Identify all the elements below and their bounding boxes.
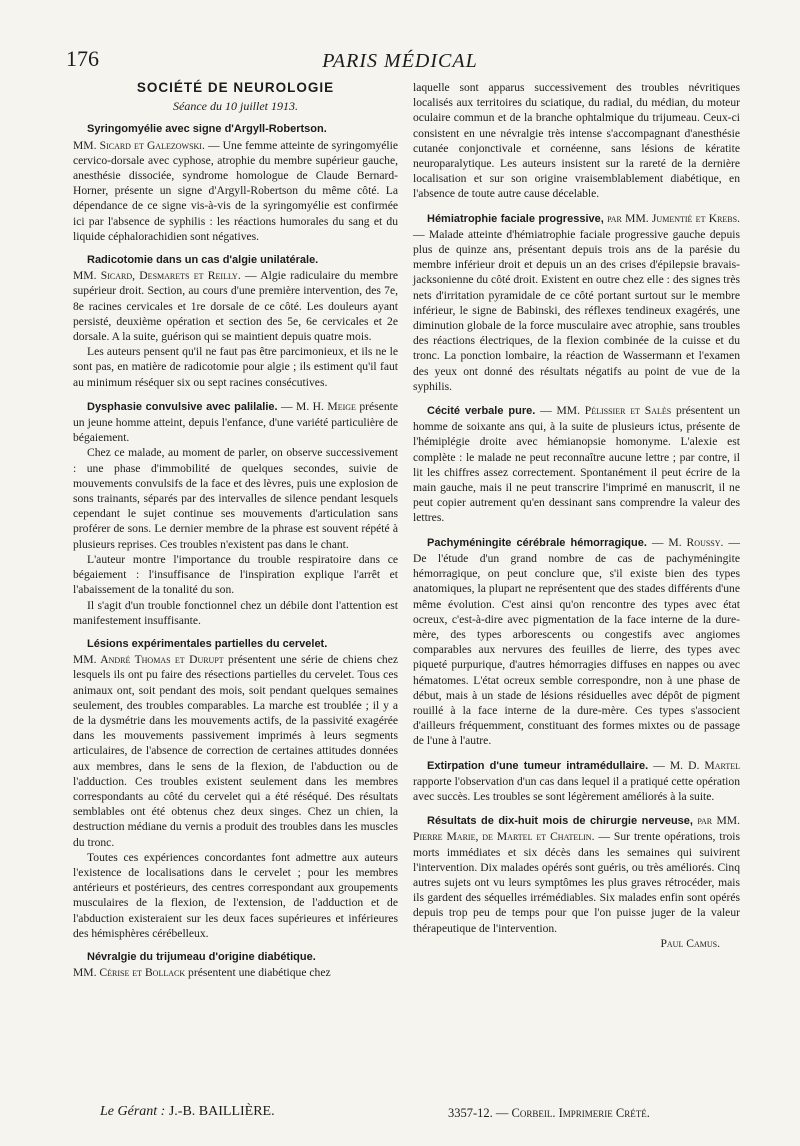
article-continuation xyxy=(413,80,740,202)
signature: Paul Camus. xyxy=(660,936,720,950)
gerant-label: Le Gérant : xyxy=(100,1104,166,1119)
article-authors: MM. Cérise et Bollack xyxy=(73,966,186,980)
article-title: Radicotomie dans un cas d'algie unilatérale. xyxy=(87,254,319,267)
article-authors: — M. D. Martel xyxy=(653,758,740,772)
article-authors: M. H. Meige xyxy=(296,399,356,413)
article-authors: MM. Sicard et Galezowski. xyxy=(73,138,205,152)
article-paragraph: — De l'étude d'un grand nombre de cas de pachyméningite hémorragique, on peut conclure que, s'il existe bien des types anatomiques, la plupart ne représentent que des stades différents d'une même évolution. C'est ainsi qu'on rencontre des types avec état ocreux, c'est-à-dire avec pigmentation de la face interne de la dure-mère, des types arborescents ou congestifs avec angiomes comparables aux nervures des feuilles de lierre, des types avec piqueté purpurique, d'autres hémorragies diffuses en nappes ou avec hématomes. L'état ocreux semble correspondre, non à une phase de début, mais à un stade de lésions résiduelles avec dépôt de pigment rouillé à la face interne de la dure-mère. Ces types s'associent d'ailleurs fréquemment, constituant des formes mixtes ou de passage de l'une à l'autre. xyxy=(413,535,740,748)
article-cecite xyxy=(413,403,740,526)
article-paragraph: — Malade atteinte d'hémiatrophie faciale progressive gauche depuis plus de quinze ans, présentant depuis trois ans de la parésie du membre inférieur droit et depuis un an des crises d'épilepsie bravais-jacksonienne du côté droit. Existent en outre chez elle : des signes très nets d'irritation pyramidale de ce côté portant surtout sur le membre inférieur, le signe de Babinski, des réflexes tendineux exagérés, une diminution globale de la force musculaire avec atrophie, sans troubles des réactions électriques, de la flexion combinée de la cuisse et du tronc. La ponction lombaire, la réaction de Wassermann et l'examen des yeux ont donné des résultats négatifs au point de vue de la syphilis. xyxy=(413,227,740,393)
article-pachymeningite xyxy=(413,535,740,749)
article-paragraph: — Une femme atteinte de syringomyélie cervico-dorsale avec cyphose, atrophie du membre supérieur gauche, anesthésie dissociée, syndrome homologue de Claude Bernard-Horner, présente un signe d'Argyll-Robertson du même côté. La dépendance de ce signe vis-à-vis de la syringomyélie est confirmée ici par l'absence de syphilis : les réactions humorales du sang et du liquide céphalorachidien sont négatives. xyxy=(73,138,398,243)
gerant-name: J.-B. BAILLIÈRE. xyxy=(168,1104,275,1119)
article-syringomyelie xyxy=(73,122,398,244)
article-authors: — MM. Pélissier et Salès xyxy=(540,404,672,418)
print-number: 3357-12. — xyxy=(448,1106,509,1120)
article-radicotomie xyxy=(73,253,398,390)
article-paragraph: Les auteurs pensent qu'il ne faut pas être parcimonieux, et ils ne le sont pas, en matière de radicotomie pour algie ; ils estiment qu'il faut au minimum réséquer six ou sept racines consécutives. xyxy=(73,345,398,389)
left-column xyxy=(73,80,398,989)
article-cervelet xyxy=(73,637,398,941)
article-paragraph: L'auteur montre l'importance du trouble respiratoire dans ce bégaiement : l'insuffisance de l'inspiration explique l'arrêt et l'abaissement de la tonalité du son. xyxy=(73,552,398,597)
article-paragraph: — Algie radiculaire du membre supérieur droit. Section, au cours d'une première intervention, des 7e, 8e racines cervicales et 1re dorsale de ce côté. Les douleurs ayant persisté, deuxième opération et section des 5e, 6e cervicales et 2e dorsale. A la suite, guérison qui se maintient depuis quatre mois. xyxy=(73,269,398,344)
article-paragraph: présentent une diabétique chez xyxy=(188,966,331,980)
article-title: Névralgie du trijumeau d'origine diabétique. xyxy=(87,950,316,963)
seance-date: Séance du 10 juillet 1913. xyxy=(173,99,298,114)
article-dysphasie: Dysphasie convulsive avec palilalie. — M. H. Meige présente un jeune homme atteint, depuis l'enfance, d'une variété particulière de bégaiement. Chez ce malade, au moment de parler, on observe successivement : une phase d'immobilité de quelques secondes, suivie de mouvements convulsifs de la face et des lèvres, puis une explosion de sons trainants, séparés par des intervalles de silence pendant lesquels cependant le sujet continue ses mouvements d'articulation sans proférer de sons. Le dernier membre de la phrase est souvent répété à plusieurs reprises. Ces troubles n'existent pas dans le chant. L'auteur montre l'importance du trouble respiratoire dans ce bégaiement : l'insuffisance de l'inspiration explique l'arrêt et l'abaissement de la tonalité du son. Il s'agit d'un trouble fonctionnel chez un débile dont l'attention est manifestement insuffisante. xyxy=(73,399,398,627)
article-authors: par MM. Pierre Marie, de Martel et Chatelin. xyxy=(413,814,740,844)
article-paragraph: présentent un homme de soixante ans qui, à la suite de plusieurs ictus, présente de l'hémiplégie droite avec hémianopsie homonyme. L'alexie est complète : le malade ne peut reconnaître aucune lettre ; par contre, il lit les chiffres assez correctement. Spontanément il peut écrire de la main gauche, mais il ne peut transcrire l'imprimé en manuscrit, il ne peut copier autrement qu'en dessinant sans comprendre la valeur des lettres. xyxy=(413,404,740,525)
article-title: Cécité verbale pure. xyxy=(427,405,536,418)
footer-printer xyxy=(448,1106,650,1121)
section-title: SOCIÉTÉ DE NEUROLOGIE xyxy=(136,80,335,95)
right-column xyxy=(413,80,740,960)
article-paragraph: présentent une série de chiens chez lesquels ils ont pu faire des résections partielles du cervelet. Tous ces animaux ont, soit pendant des mois, soit pendant quelques semaines seulement, des troubles comparables. La marche est troublée ; il y a de la dysmétrie dans les mouvements actifs, de la passivité exagérée dans les mouvements passivement imprimés à leurs segments articulaires, de l'absence de correction de certaines attitudes données aux membres, dans le sens de la flexion, de l'abduction ou de l'adduction. Ces troubles existent seulement dans les membres correspondants au côté du cervelet qui a été réséqué. Des résultats semblables ont été obtenus chez deux singes. Chez un chien, la destruction médiane du vernis a produit des troubles dans les muscles du tronc. xyxy=(73,653,398,849)
page-number: 176 xyxy=(66,46,99,71)
article-authors: MM. Sicard, Desmarets et Reilly. xyxy=(73,269,241,283)
article-title: Hémiatrophie faciale progressive, xyxy=(427,212,604,225)
article-paragraph: rapporte l'observation d'un cas dans lequel il a pratiqué cette opération avec succès. Les troubles se sont légèrement améliorés à la suite. xyxy=(413,774,740,803)
article-chirurgie xyxy=(413,813,740,951)
article-paragraph: laquelle sont apparus successivement des troubles névritiques localisés aux territoires du sciatique, du radial, du médian, du moteur oculaire commun et de la branche ophtalmique du trijumeau. Ceux-ci consistent en une névralgie très intense s'accompagnant d'anesthésie cutanée conjonctivale et cornéenne, sans lésions de kératite neuroparalytique. Les auteurs insistent sur la rareté de la dernière localisation et sur son origine vraisemblablement diabétique, en l'absence de toute autre cause décelable. xyxy=(413,81,740,201)
article-title: Pachyméningite cérébrale hémorragique. xyxy=(427,536,647,549)
printer-name: Corbeil. Imprimerie Crété. xyxy=(511,1106,650,1120)
article-paragraph: — Sur trente opérations, trois morts immédiates et six décès dans les semaines qui suivirent l'intervention. Dix malades opérés sont guéris, ou très améliorés. Cinq autres sujets ont vu leurs symptômes les plus graves rétrocéder, mais ils gardent des séquelles irrémédiables. Six malades enfin sont opérés depuis trop peu de temps pour que l'on puisse juger de la valeur thérapeutique de l'intervention. xyxy=(413,830,740,935)
article-paragraph: Chez ce malade, au moment de parler, on observe successivement : une phase d'immobilité de quelques secondes, suivie de mouvements convulsifs de la face et des lèvres, puis une explosion de sons trainants, séparés par des intervalles de silence pendant lesquels cependant le sujet continue ses mouvements d'articulation sans proférer de sons. Le dernier membre de la phrase est souvent répété à plusieurs reprises. Ces troubles n'existent pas dans le chant. xyxy=(73,446,398,551)
article-title: Syringomyélie avec signe d'Argyll-Robertson. xyxy=(87,123,327,136)
article-title: Résultats de dix-huit mois de chirurgie nerveuse, xyxy=(427,815,693,828)
article-nevralgie xyxy=(73,950,398,980)
article-authors: par MM. Jumentié et Krebs. xyxy=(607,211,740,225)
article-title: Extirpation d'une tumeur intramédullaire. xyxy=(427,759,649,772)
article-paragraph: Toutes ces expériences concordantes font admettre aux auteurs l'existence de localisations dans le cervelet ; pour les membres antérieurs et postérieurs, des centres correspondant aux groupements musculaires de la flexion, de l'extension, de l'adduction et de l'abduction existeraient sur les deux faces supérieures et inférieures des hémisphères cérébelleux. xyxy=(73,850,398,940)
article-extirpation xyxy=(413,758,740,805)
article-title: Lésions expérimentales partielles du cervelet. xyxy=(87,637,328,650)
article-title: Dysphasie convulsive avec palilalie. xyxy=(87,400,278,413)
article-authors: MM. André Thomas et Durupt xyxy=(73,653,224,667)
running-title: PARIS MÉDICAL xyxy=(322,50,478,72)
footer-gerant xyxy=(100,1104,275,1120)
article-hemiatrophie xyxy=(413,211,740,394)
article-paragraph: Il s'agit d'un trouble fonctionnel chez un débile dont l'attention est manifestement insuffisante. xyxy=(73,598,398,627)
article-authors: — M. Roussy. xyxy=(651,535,724,549)
article-paragraph: présente un jeune homme atteint, depuis l'enfance, d'une variété particulière de bégaiement. xyxy=(73,399,398,445)
